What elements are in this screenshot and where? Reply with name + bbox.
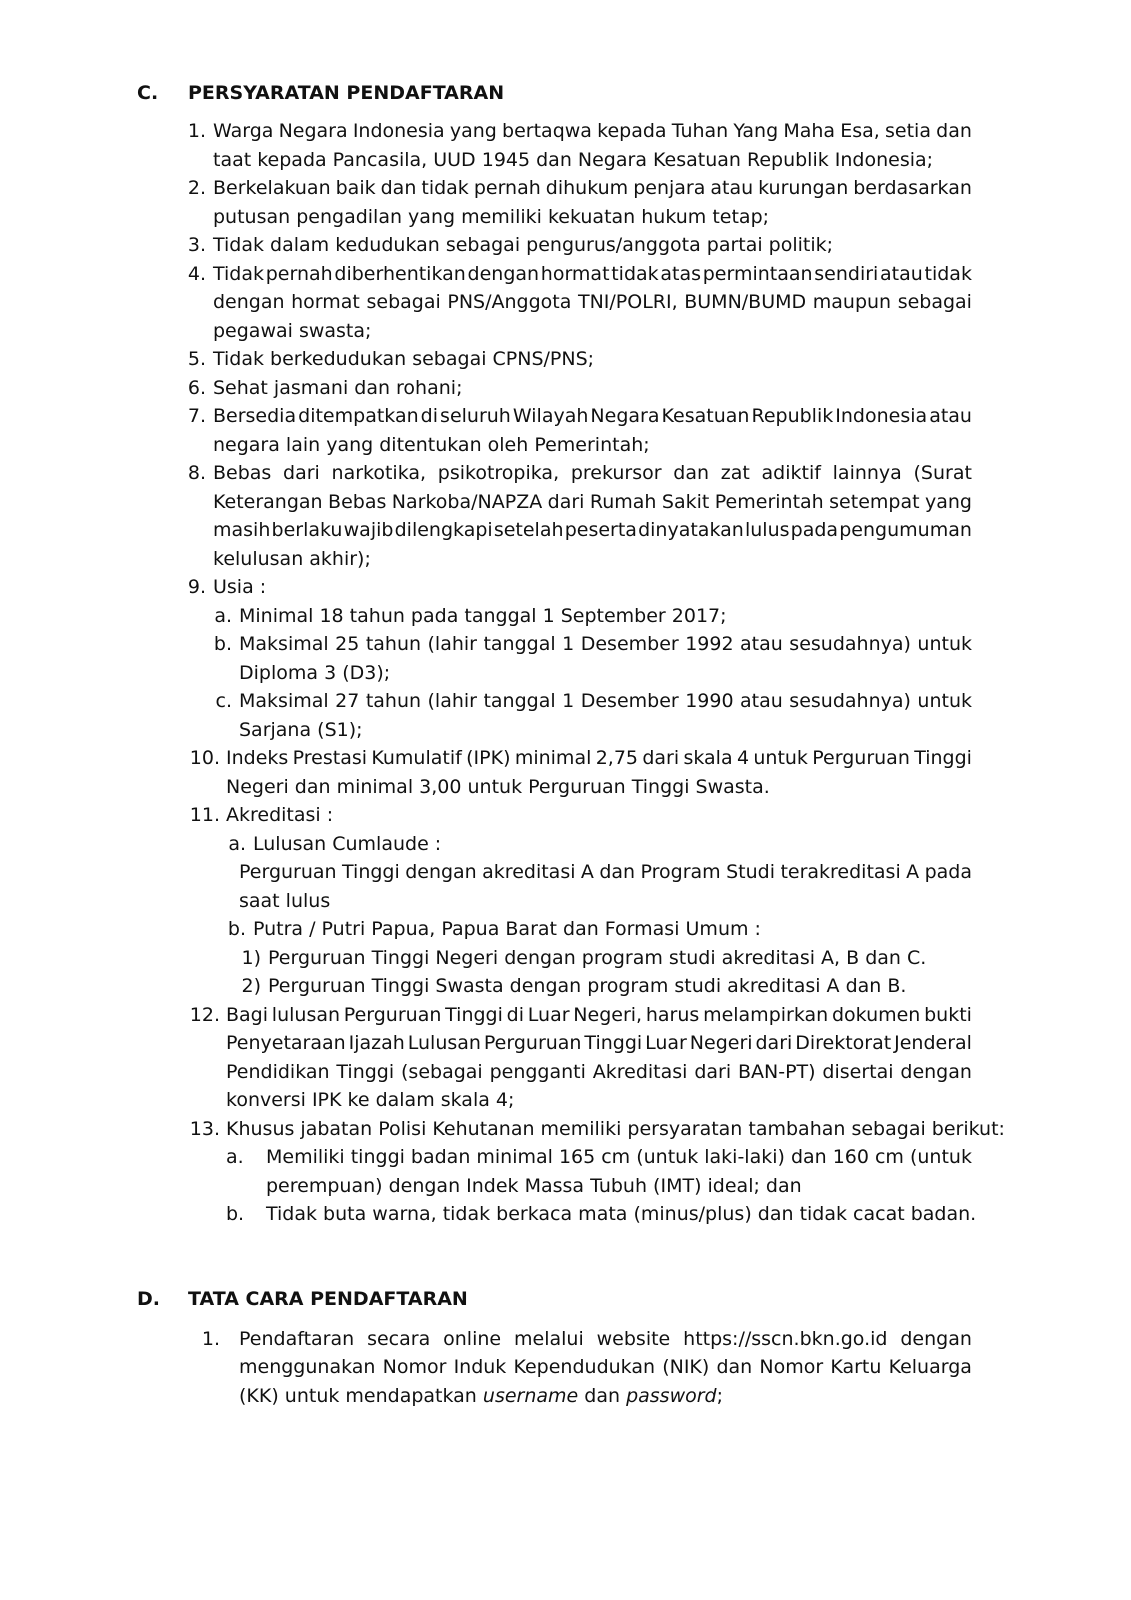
item-5-line-1: Tidak berkedudukan sebagai CPNS/PNS;: [213, 348, 595, 370]
item-number: 6.: [187, 377, 206, 399]
password-term: password: [626, 1385, 717, 1407]
item-number: 2.: [187, 177, 206, 199]
section-c-letter: C.: [137, 82, 159, 104]
item-8-line-2: Keterangan Bebas Narkoba/NAPZA dari Rumah Sakit Pemerintah setempat yang: [213, 491, 972, 513]
section-c-title: PERSYARATAN PENDAFTARAN: [188, 82, 505, 104]
item-13-line-1: Khusus jabatan Polisi Kehutanan memiliki persyaratan tambahan sebagai berikut:: [226, 1118, 1005, 1140]
sub-item-marker: c.: [215, 690, 232, 712]
item-number: 5.: [187, 348, 206, 370]
item-number: 10.: [189, 747, 220, 769]
item-12-line-2: Penyetaraan Ijazah Lulusan Perguruan Tinggi Luar Negeri dari Direktorat Jenderal: [226, 1032, 972, 1054]
d-item-1-line-3-text: (KK) untuk mendapatkan: [239, 1385, 483, 1407]
sub-sub-item-marker: 1): [241, 947, 261, 969]
item-11a-line-3: saat lulus: [239, 890, 331, 912]
item-number: 11.: [189, 804, 220, 826]
item-number: 8.: [187, 462, 206, 484]
item-10-line-1: Indeks Prestasi Kumulatif (IPK) minimal 2,75 dari skala 4 untuk Perguruan Tinggi: [226, 747, 972, 769]
item-10-line-2: Negeri dan minimal 3,00 untuk Perguruan Tinggi Swasta.: [226, 776, 770, 798]
username-term: username: [482, 1385, 579, 1407]
item-1-line-2: taat kepada Pancasila, UUD 1945 dan Negara Kesatuan Republik Indonesia;: [213, 149, 934, 171]
item-12-line-3: Pendidikan Tinggi (sebagai pengganti Akreditasi dari BAN-PT) disertai dengan: [226, 1061, 972, 1083]
section-d-title: TATA CARA PENDAFTARAN: [188, 1288, 468, 1310]
item-number: 1.: [187, 120, 206, 142]
item-number: 4.: [187, 263, 206, 285]
item-number: 3.: [187, 234, 206, 256]
item-8-line-1: Bebas dari narkotika, psikotropika, prekursor dan zat adiktif lainnya (Surat: [213, 462, 972, 484]
item-4-line-1: Tidak pernah diberhentikan dengan hormat tidak atas permintaan sendiri atau tidak: [213, 263, 972, 285]
item-9b-line-1: Maksimal 25 tahun (lahir tanggal 1 Desember 1992 atau sesudahnya) untuk: [239, 633, 972, 655]
item-number: 7.: [187, 405, 206, 427]
item-12-line-1: Bagi lulusan Perguruan Tinggi di Luar Negeri, harus melampirkan dokumen bukti: [226, 1004, 972, 1026]
item-13a-line-2: perempuan) dengan Indek Massa Tubuh (IMT) ideal; dan: [266, 1175, 802, 1197]
sub-item-marker: a.: [228, 833, 246, 855]
item-8-line-3: masih berlaku wajib dilengkapi setelah peserta dinyatakan lulus pada pengumuman: [213, 519, 972, 541]
sub-item-marker: b.: [226, 1203, 245, 1225]
item-1-line-1: Warga Negara Indonesia yang bertaqwa kepada Tuhan Yang Maha Esa, setia dan: [213, 120, 972, 142]
d-item-1-line-3: [239, 1383, 723, 1409]
item-2-line-2: putusan pengadilan yang memiliki kekuatan hukum tetap;: [213, 206, 770, 228]
item-9a-line-1: Minimal 18 tahun pada tanggal 1 September 2017;: [239, 605, 727, 627]
item-7-line-1: Bersedia ditempatkan di seluruh Wilayah Negara Kesatuan Republik Indonesia atau: [213, 405, 972, 427]
item-number: 12.: [189, 1004, 220, 1026]
sub-item-marker: b.: [213, 633, 232, 655]
item-number: 9.: [187, 576, 206, 598]
sub-item-marker: b.: [227, 918, 246, 940]
item-11a-line-1: Lulusan Cumlaude :: [253, 833, 442, 855]
item-11b1-line-1: Perguruan Tinggi Negeri dengan program studi akreditasi A, B dan C.: [268, 947, 927, 969]
section-d-letter: D.: [137, 1288, 160, 1310]
item-9c-line-2: Sarjana (S1);: [239, 719, 363, 741]
item-9c-line-1: Maksimal 27 tahun (lahir tanggal 1 Desember 1990 atau sesudahnya) untuk: [239, 690, 972, 712]
item-4-line-3: pegawai swasta;: [213, 320, 372, 342]
sub-item-marker: a.: [214, 605, 232, 627]
d-item-1-line-1: Pendaftaran secara online melalui website https://sscn.bkn.go.id dengan: [239, 1328, 972, 1350]
d-item-1-line-3-end: ;: [716, 1385, 724, 1407]
item-6-line-1: Sehat jasmani dan rohani;: [213, 377, 463, 399]
item-2-line-1: Berkelakuan baik dan tidak pernah dihukum penjara atau kurungan berdasarkan: [213, 177, 972, 199]
item-11b-line-1: Putra / Putri Papua, Papua Barat dan Formasi Umum :: [253, 918, 761, 940]
item-11a-line-2: Perguruan Tinggi dengan akreditasi A dan Program Studi terakreditasi A pada: [239, 861, 972, 883]
item-13a-line-1: Memiliki tinggi badan minimal 165 cm (untuk laki-laki) dan 160 cm (untuk: [266, 1146, 972, 1168]
item-13b-line-1: Tidak buta warna, tidak berkaca mata (minus/plus) dan tidak cacat badan.: [266, 1203, 977, 1225]
item-3-line-1: Tidak dalam kedudukan sebagai pengurus/anggota partai politik;: [213, 234, 834, 256]
item-4-line-2: dengan hormat sebagai PNS/Anggota TNI/POLRI, BUMN/BUMD maupun sebagai: [213, 291, 972, 313]
sub-sub-item-marker: 2): [241, 975, 261, 997]
item-number: 13.: [189, 1118, 220, 1140]
item-7-line-2: negara lain yang ditentukan oleh Pemerintah;: [213, 434, 650, 456]
sub-item-marker: a.: [226, 1146, 244, 1168]
item-11-line-1: Akreditasi :: [226, 804, 334, 826]
item-9-line-1: Usia :: [213, 576, 267, 598]
item-9b-line-2: Diploma 3 (D3);: [239, 662, 391, 684]
item-11b2-line-1: Perguruan Tinggi Swasta dengan program studi akreditasi A dan B.: [268, 975, 907, 997]
d-item-1-line-2: menggunakan Nomor Induk Kependudukan (NIK) dan Nomor Kartu Keluarga: [239, 1356, 972, 1378]
item-12-line-4: konversi IPK ke dalam skala 4;: [226, 1089, 515, 1111]
item-8-line-4: kelulusan akhir);: [213, 548, 371, 570]
item-number: 1.: [201, 1328, 220, 1350]
d-item-1-line-3-conj: dan: [578, 1385, 627, 1407]
